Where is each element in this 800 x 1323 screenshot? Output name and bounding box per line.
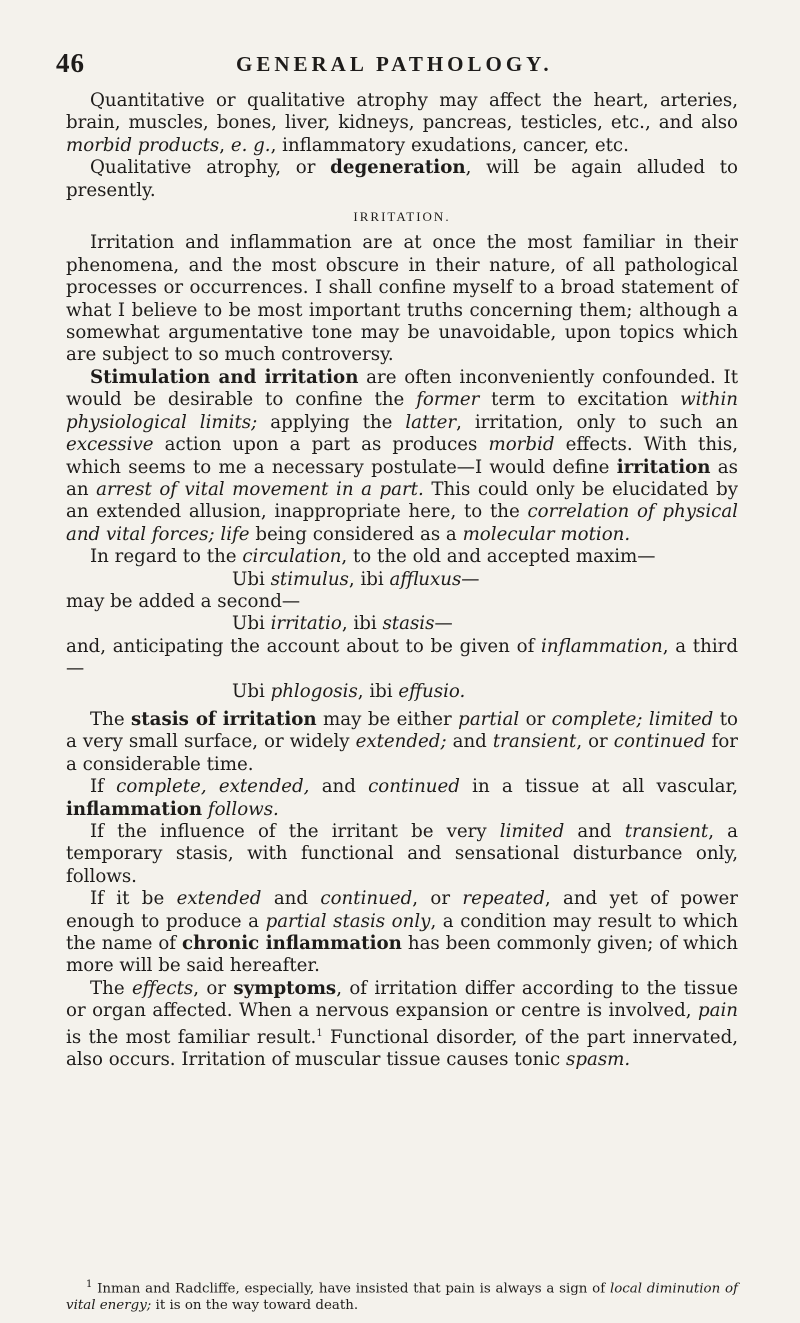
emphasis: arrest of vital movement in a part. (96, 478, 424, 500)
text: Ubi (232, 680, 271, 702)
text: If (90, 776, 117, 798)
text: The (90, 977, 132, 999)
text: , inflammatory exudations, cancer, etc. (270, 134, 629, 156)
text: , ibi (357, 680, 399, 702)
text: , a temporary stasis, with functional and sensational disturbance only, follows. (66, 821, 739, 887)
text: , a condition may result to which the name of (66, 910, 738, 955)
bold-term: inflammation (66, 798, 203, 820)
text: and, anticipating the account about to be given of (66, 635, 542, 657)
text: and (564, 821, 625, 842)
paragraph (66, 546, 738, 568)
text: may be either (316, 708, 459, 730)
text: action upon a part as produces (153, 434, 489, 456)
emphasis: excessive (66, 434, 154, 456)
paragraph (66, 90, 738, 157)
text: , a third— (66, 635, 738, 680)
emphasis: complete, extended, (116, 776, 310, 798)
emphasis: continued (320, 888, 413, 910)
text: Inman and Radcliffe, especially, have insisted that pain is always a sign of (92, 1281, 610, 1297)
text: as an (66, 456, 738, 500)
text: Functional disorder, of the part innervated, also occurs. Irritation of muscular tissue causes tonic (66, 1026, 738, 1071)
bold-term: chronic inflammation (182, 933, 402, 955)
emphasis: life (220, 523, 250, 545)
text: , to the old and accepted maxim— (341, 546, 656, 568)
text: The (90, 708, 132, 730)
text: Qualitative atrophy, or (90, 157, 331, 179)
paragraph (66, 978, 738, 1072)
emphasis: extended (176, 888, 262, 910)
text: If the influence of the irritant be very (90, 821, 500, 842)
page-header (56, 48, 740, 78)
text: it is on the way toward death. (151, 1298, 359, 1314)
text: This could only be elucidated by an extended allusion, inappropriate here, to the (66, 478, 738, 523)
emphasis: morbid products (66, 134, 220, 156)
text: — (461, 568, 480, 590)
emphasis: complete; limited (551, 708, 714, 730)
paragraph (66, 709, 738, 776)
text: , (219, 134, 231, 156)
text: and (446, 731, 493, 753)
text: or (519, 708, 552, 730)
emphasis: correlation of physical and vital forces; (66, 501, 739, 545)
emphasis: pain (697, 1000, 738, 1022)
bold-term: degeneration (330, 157, 466, 179)
text: If it be (90, 888, 177, 910)
emphasis: extended; (355, 731, 447, 753)
emphasis: limited (499, 821, 565, 842)
bold-term: Stimulation and irritation (90, 366, 359, 388)
text: , or (193, 977, 234, 999)
bold-term: irritation (616, 456, 711, 478)
emphasis: transient (492, 731, 577, 753)
maxim (66, 613, 738, 635)
emphasis: repeated (462, 888, 545, 910)
paragraph (66, 776, 738, 821)
emphasis: effusio. (398, 680, 466, 702)
emphasis: spasm. (566, 1049, 631, 1071)
emphasis: partial (458, 708, 520, 730)
emphasis: affluxus (389, 568, 462, 590)
footnote-marker: 1 (86, 1279, 93, 1290)
text: being considered as a (249, 523, 463, 545)
text: In regard to the (90, 546, 243, 568)
emphasis: molecular motion. (462, 523, 631, 545)
emphasis: transient (624, 821, 709, 842)
paragraph (66, 636, 738, 681)
text: applying the (257, 411, 406, 433)
maxim (66, 681, 738, 703)
emphasis: continued (368, 776, 460, 798)
text: to a very small surface, or widely (66, 708, 739, 753)
emphasis: follows. (207, 798, 279, 820)
footnote-reference: 1 (316, 1027, 323, 1039)
bold-term: stasis of irritation (131, 708, 317, 730)
emphasis: continued (613, 731, 706, 753)
text: Quantitative or qualitative atrophy may affect the heart, arteries, brain, muscles, bones, liver, kidneys, pancreas, testicles, etc., and also (66, 90, 738, 134)
text: , ibi (341, 613, 383, 635)
paragraph (66, 367, 738, 546)
text: , will be again alluded to presently. (66, 157, 738, 201)
emphasis: partial stasis only (265, 910, 431, 932)
emphasis: circulation (242, 546, 342, 568)
text: term to excitation (479, 389, 681, 411)
text: — (434, 613, 453, 635)
text: in a tissue at all vascular, (459, 776, 739, 798)
body-text (66, 90, 738, 1072)
emphasis: latter (405, 411, 457, 433)
footnote (66, 1276, 738, 1314)
text: for a considerable time. (66, 731, 738, 775)
paragraph: may be added a second— (66, 590, 301, 612)
maxim (66, 569, 738, 591)
section-title: IRRITATION. (353, 209, 451, 225)
text: , ibi (348, 568, 390, 590)
paragraph (66, 821, 738, 888)
emphasis: stimulus (270, 568, 349, 590)
text: , or (412, 888, 463, 910)
paragraph (66, 157, 738, 202)
text: effects. With this, which seems to me a necessary postulate—I would define (66, 434, 738, 478)
text: , and yet of power enough to produce a (66, 888, 738, 932)
emphasis: stasis (382, 613, 435, 635)
paragraph: Irritation and inflammation are at once the most familiar in their phenomena, and the most obscure in their nature, of all pathological processes or occurrences. I shall confine myself to a broad statement of what I believe to be most important truths concerning them; although a somewhat argumentative tone may be unavoidable, upon topics which are subject to so much controversy. (66, 232, 738, 366)
paragraph (66, 888, 738, 978)
bold-term: symptoms (233, 977, 337, 999)
emphasis: morbid (488, 434, 555, 456)
emphasis: inflammation (541, 635, 663, 657)
emphasis: e. g. (230, 134, 271, 156)
text: , or (576, 731, 614, 753)
text: and (261, 888, 321, 910)
text: Ubi (232, 613, 271, 635)
emphasis: local diminution of vital energy; (66, 1281, 738, 1314)
text: , of irritation differ according to the tissue or organ affected. When a nervous expansion or centre is involved, (66, 977, 738, 1022)
text: Ubi (232, 568, 271, 590)
text: , irritation, only to such an (456, 411, 738, 433)
running-head: GENERAL PATHOLOGY. (236, 52, 553, 76)
page-number: 46 (56, 48, 85, 78)
emphasis: irritatio (270, 613, 342, 635)
emphasis: within physiological limits; (66, 389, 738, 433)
text: has been commonly given; of which more will be said hereafter. (66, 933, 738, 977)
text: are often inconveniently confounded. It would be desirable to confine the (66, 366, 739, 411)
emphasis: former (416, 389, 480, 411)
emphasis: phlogosis (270, 680, 358, 702)
text: and (309, 776, 369, 798)
text: is the most familiar result. (66, 1026, 317, 1048)
emphasis: effects (131, 977, 194, 999)
